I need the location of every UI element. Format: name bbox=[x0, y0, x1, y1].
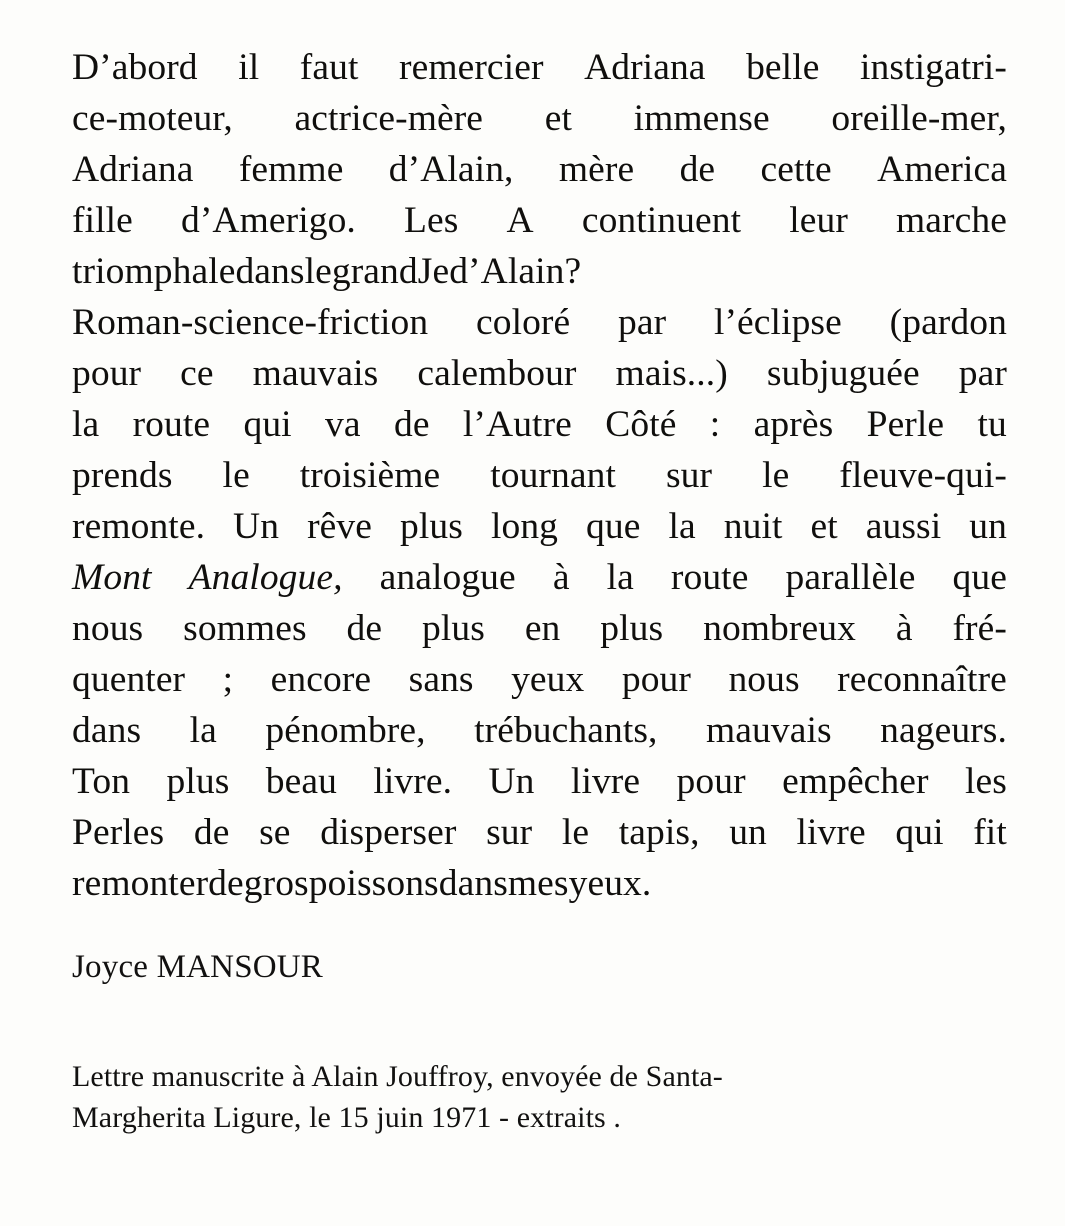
body-word: encore bbox=[270, 659, 372, 700]
body-word: fleuve-qui- bbox=[839, 455, 1007, 496]
body-word: par bbox=[618, 302, 667, 343]
body-word: d’Amerigo. bbox=[180, 200, 356, 241]
body-word: ; bbox=[222, 659, 234, 700]
body-word: pour bbox=[676, 761, 746, 802]
body-word: coloré bbox=[475, 302, 571, 343]
body-word: dans bbox=[72, 710, 142, 751]
body-word: quenter bbox=[72, 659, 186, 700]
body-line bbox=[72, 246, 1007, 297]
body-word: et bbox=[810, 506, 838, 547]
body-word: Les bbox=[404, 200, 459, 241]
body-word: et bbox=[544, 98, 572, 139]
body-line bbox=[72, 399, 1007, 450]
body-word: après bbox=[753, 404, 834, 445]
body-word: marche bbox=[896, 200, 1007, 241]
body-line bbox=[72, 93, 1007, 144]
body-word: : bbox=[709, 404, 721, 445]
body-word: pénombre, bbox=[265, 710, 426, 751]
body-word bbox=[72, 552, 152, 603]
body-word: Roman-science-friction bbox=[72, 302, 429, 343]
body-line bbox=[72, 858, 1007, 909]
body-word: reconnaître bbox=[837, 659, 1007, 700]
body-word: rêve bbox=[307, 506, 373, 547]
body-word: Ton bbox=[72, 761, 131, 802]
body-word: le bbox=[561, 812, 590, 853]
body-word: faut bbox=[299, 47, 359, 88]
body-word: disperser bbox=[320, 812, 457, 853]
body-word: Un bbox=[488, 761, 535, 802]
body-word: oreille-mer, bbox=[831, 98, 1007, 139]
body-word: nageurs. bbox=[880, 710, 1007, 751]
body-word: sur bbox=[486, 812, 533, 853]
body-word: la bbox=[72, 404, 100, 445]
body-word: il bbox=[238, 47, 260, 88]
body-word: gros bbox=[243, 863, 309, 904]
body-word: la bbox=[189, 710, 217, 751]
body-word: empêcher bbox=[782, 761, 929, 802]
body-word: instigatri- bbox=[860, 47, 1007, 88]
body-word: qui bbox=[243, 404, 292, 445]
body-word: à bbox=[552, 557, 570, 598]
body-word: le bbox=[762, 455, 790, 496]
body-word: Adriana bbox=[72, 149, 194, 190]
body-word: calembour bbox=[417, 353, 577, 394]
body-word: grand bbox=[331, 251, 418, 292]
note-line: Lettre manuscrite à Alain Jouffroy, envoyée de Santa- bbox=[72, 1060, 723, 1093]
body-word: subjuguée bbox=[766, 353, 920, 394]
body-word: de bbox=[193, 812, 230, 853]
body-word: ce bbox=[180, 353, 214, 394]
body-word: tournant bbox=[490, 455, 616, 496]
body-word: belle bbox=[746, 47, 820, 88]
body-word: fille bbox=[72, 200, 133, 241]
body-word: mère bbox=[558, 149, 635, 190]
body-word: nous bbox=[72, 608, 144, 649]
body-word: Adriana bbox=[584, 47, 706, 88]
body-word: la bbox=[606, 557, 634, 598]
body-word: de bbox=[346, 608, 383, 649]
body-word: dans bbox=[438, 863, 508, 904]
body-word: plus bbox=[422, 608, 485, 649]
body-word: parallèle bbox=[785, 557, 916, 598]
body-word: actrice-mère bbox=[294, 98, 484, 139]
body-word: aussi bbox=[865, 506, 942, 547]
body-word: tapis, bbox=[618, 812, 700, 853]
body-word: mais...) bbox=[615, 353, 728, 394]
body-word: prends bbox=[72, 455, 173, 496]
body-word: sommes bbox=[183, 608, 307, 649]
body-word: que bbox=[952, 557, 1007, 598]
body-word: fré- bbox=[952, 608, 1007, 649]
body-word: Perle bbox=[866, 404, 945, 445]
body-word: d’Alain, bbox=[388, 149, 514, 190]
body-line bbox=[72, 552, 1007, 603]
letter-body bbox=[72, 42, 1007, 909]
body-word: nombreux bbox=[703, 608, 856, 649]
body-word: ? bbox=[564, 251, 582, 292]
note-line: Margherita Ligure, le 15 juin 1971 - extraits . bbox=[72, 1101, 622, 1134]
body-word: pour bbox=[621, 659, 691, 700]
body-word: de bbox=[208, 863, 244, 904]
body-line bbox=[72, 756, 1007, 807]
body-word: analogue bbox=[379, 557, 516, 598]
body-word: route bbox=[670, 557, 749, 598]
body-line bbox=[72, 42, 1007, 93]
body-word: le bbox=[304, 251, 332, 292]
body-word: D’abord bbox=[72, 47, 198, 88]
body-word: que bbox=[586, 506, 641, 547]
body-word: Perles bbox=[72, 812, 165, 853]
body-word: dans bbox=[235, 251, 305, 292]
body-word: tu bbox=[977, 404, 1007, 445]
body-line bbox=[72, 450, 1007, 501]
body-word: la bbox=[668, 506, 696, 547]
body-word: les bbox=[965, 761, 1007, 802]
body-word: (pardon bbox=[889, 302, 1007, 343]
body-word: troisième bbox=[299, 455, 441, 496]
body-word: remercier bbox=[399, 47, 544, 88]
body-word: remonte. bbox=[72, 506, 206, 547]
body-word: ce-moteur, bbox=[72, 98, 233, 139]
body-word: va bbox=[325, 404, 361, 445]
body-word: par bbox=[958, 353, 1007, 394]
body-word: yeux. bbox=[568, 863, 652, 904]
body-word: mauvais bbox=[252, 353, 379, 394]
source-note bbox=[72, 1056, 1007, 1138]
body-word: fit bbox=[973, 812, 1007, 853]
body-word: sans bbox=[408, 659, 474, 700]
body-word: livre bbox=[570, 761, 641, 802]
body-word: plus bbox=[400, 506, 463, 547]
body-word: nous bbox=[728, 659, 800, 700]
body-word: Un bbox=[233, 506, 280, 547]
body-word: se bbox=[259, 812, 291, 853]
body-line bbox=[72, 348, 1007, 399]
body-word bbox=[189, 552, 343, 603]
author-signature: Joyce MANSOUR bbox=[72, 949, 324, 985]
body-word: Côté bbox=[605, 404, 677, 445]
body-word: yeux bbox=[511, 659, 585, 700]
body-word: en bbox=[524, 608, 561, 649]
body-word: leur bbox=[789, 200, 848, 241]
body-word: un bbox=[729, 812, 767, 853]
body-word: d’Alain bbox=[449, 251, 565, 292]
body-word: mes bbox=[507, 863, 569, 904]
body-word: triomphale bbox=[72, 251, 236, 292]
body-word: long bbox=[490, 506, 559, 547]
body-word: route bbox=[132, 404, 211, 445]
body-word: l’éclipse bbox=[713, 302, 842, 343]
body-word: de bbox=[679, 149, 716, 190]
body-line bbox=[72, 501, 1007, 552]
body-word: Je bbox=[417, 251, 450, 292]
body-line bbox=[72, 603, 1007, 654]
body-word: poissons bbox=[308, 863, 439, 904]
body-word: plus bbox=[600, 608, 664, 649]
body-word: immense bbox=[633, 98, 770, 139]
body-word: le bbox=[222, 455, 250, 496]
book-title: Mont bbox=[72, 557, 152, 598]
body-word: America bbox=[877, 149, 1007, 190]
body-word: A bbox=[506, 200, 534, 241]
body-line bbox=[72, 807, 1007, 858]
body-word: de bbox=[393, 404, 430, 445]
body-word: remonter bbox=[72, 863, 209, 904]
body-word: pour bbox=[72, 353, 142, 394]
body-word: continuent bbox=[581, 200, 742, 241]
book-title: Analogue, bbox=[188, 557, 343, 598]
body-word: cette bbox=[760, 149, 832, 190]
body-word: livre bbox=[796, 812, 866, 853]
body-word: l’Autre bbox=[462, 404, 572, 445]
body-word: plus bbox=[166, 761, 230, 802]
body-line bbox=[72, 705, 1007, 756]
body-word: qui bbox=[895, 812, 944, 853]
body-word: beau bbox=[265, 761, 337, 802]
body-line bbox=[72, 144, 1007, 195]
body-word: livre. bbox=[373, 761, 453, 802]
body-line bbox=[72, 195, 1007, 246]
body-word: mauvais bbox=[706, 710, 832, 751]
body-word: sur bbox=[665, 455, 713, 496]
body-word: nuit bbox=[723, 506, 783, 547]
body-line bbox=[72, 654, 1007, 705]
body-word: trébuchants, bbox=[474, 710, 658, 751]
body-word: femme bbox=[238, 149, 344, 190]
body-word: un bbox=[969, 506, 1007, 547]
body-line bbox=[72, 297, 1007, 348]
body-word: à bbox=[895, 608, 913, 649]
